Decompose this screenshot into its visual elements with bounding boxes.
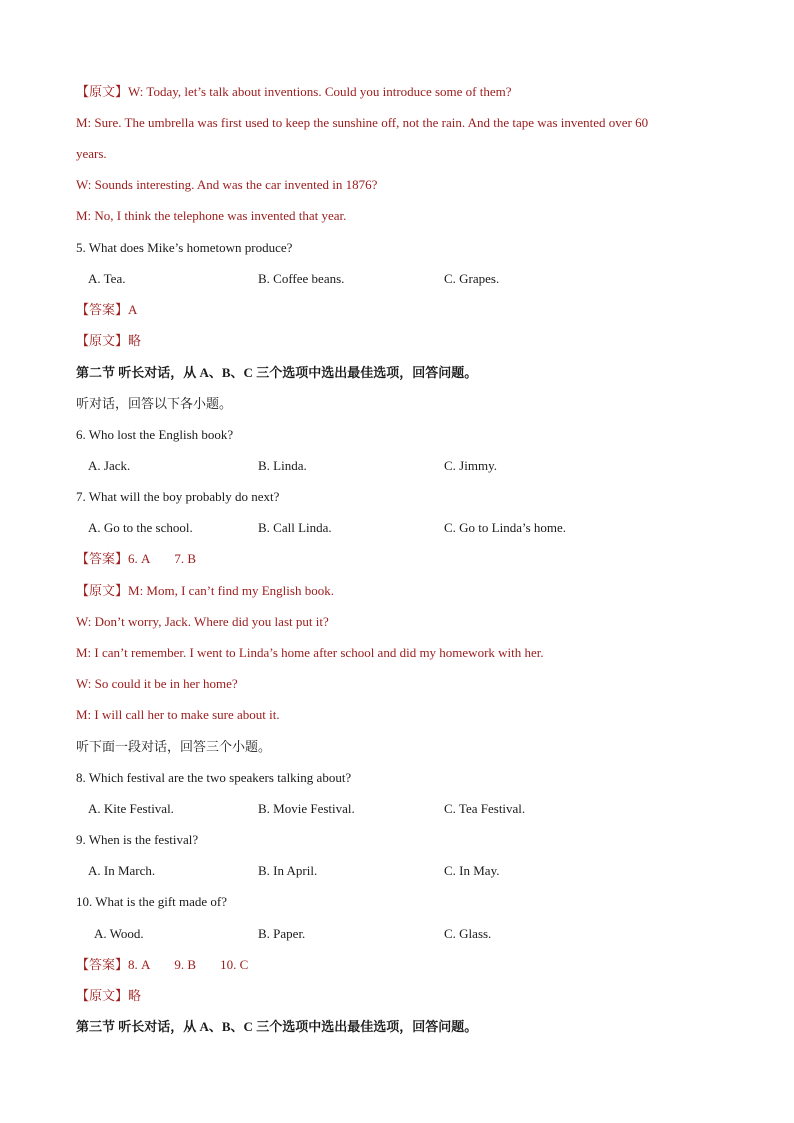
transcript-line: M: Sure. The umbrella was first used to keep the sunshine off, not the rain. And the tape was invented over 60 [76,115,649,130]
option-a: A. Tea. [88,271,126,286]
transcript-line: M: I will call her to make sure about it. [76,707,280,722]
transcript-line: years. [76,146,107,161]
transcript-line [76,84,512,100]
transcript-text: M: Mom, I can’t find my English book. [128,583,334,598]
transcript-line: M: I can’t remember. I went to Linda’s home after school and did my homework with her. [76,645,544,660]
question-7: 7. What will the boy probably do next? [76,489,280,504]
option-a: A. In March. [88,863,156,878]
answer-value: 10. C [220,957,249,972]
transcript-text: 略 [128,988,142,1003]
option-a: A. Wood. [94,926,144,941]
transcript-line: W: Sounds interesting. And was the car invented in 1876? [76,177,378,192]
question-6: 6. Who lost the English book? [76,427,234,442]
answer-tag: 【答案】 [76,957,129,972]
answer-line [76,957,248,973]
answer-tag: 【答案】 [76,302,129,317]
option-a: A. Jack. [88,458,131,473]
answer-value: 7. B [174,551,197,566]
dialog-intro: 听下面一段对话，回答三个小题。 [76,739,272,754]
answer-line [76,551,196,567]
option-c: C. In May. [444,863,500,878]
answer-line [76,302,137,318]
transcript-text: W: Today, let’s talk about inventions. Could you introduce some of them? [128,84,512,99]
option-c: C. Tea Festival. [444,801,526,816]
question-10: 10. What is the gift made of? [76,894,228,909]
transcript-tag: 【原文】 [76,583,129,598]
transcript-tag: 【原文】 [76,84,129,99]
question-8: 8. Which festival are the two speakers talking about? [76,770,352,785]
transcript-line [76,988,141,1004]
answer-tag: 【答案】 [76,551,129,566]
option-b: B. Call Linda. [258,520,332,535]
transcript-line: W: So could it be in her home? [76,676,238,691]
answer-value: A [128,302,138,317]
option-a: A. Kite Festival. [88,801,174,816]
answer-value: 8. A [128,957,151,972]
option-b: B. Coffee beans. [258,271,345,286]
question-5: 5. What does Mike’s hometown produce? [76,240,293,255]
section-heading: 第三节 听长对话，从 A、B、C 三个选项中选出最佳选项，回答问题。 [76,1019,478,1034]
section-heading: 第二节 听长对话，从 A、B、C 三个选项中选出最佳选项，回答问题。 [76,365,478,380]
transcript-line: W: Don’t worry, Jack. Where did you last put it? [76,614,329,629]
option-c: C. Jimmy. [444,458,497,473]
answer-value: 6. A [128,551,151,566]
dialog-intro: 听对话，回答以下各小题。 [76,396,233,411]
transcript-tag: 【原文】 [76,988,129,1003]
option-b: B. In April. [258,863,318,878]
answer-value: 9. B [174,957,197,972]
option-a: A. Go to the school. [88,520,193,535]
transcript-text: 略 [128,333,142,348]
question-9: 9. When is the festival? [76,832,199,847]
option-c: C. Go to Linda’s home. [444,520,567,535]
option-b: B. Linda. [258,458,307,473]
option-b: B. Paper. [258,926,306,941]
option-b: B. Movie Festival. [258,801,355,816]
transcript-line [76,333,141,349]
transcript-tag: 【原文】 [76,333,129,348]
option-c: C. Glass. [444,926,492,941]
transcript-line [76,583,334,599]
option-c: C. Grapes. [444,271,500,286]
transcript-line: M: No, I think the telephone was invented that year. [76,208,347,223]
